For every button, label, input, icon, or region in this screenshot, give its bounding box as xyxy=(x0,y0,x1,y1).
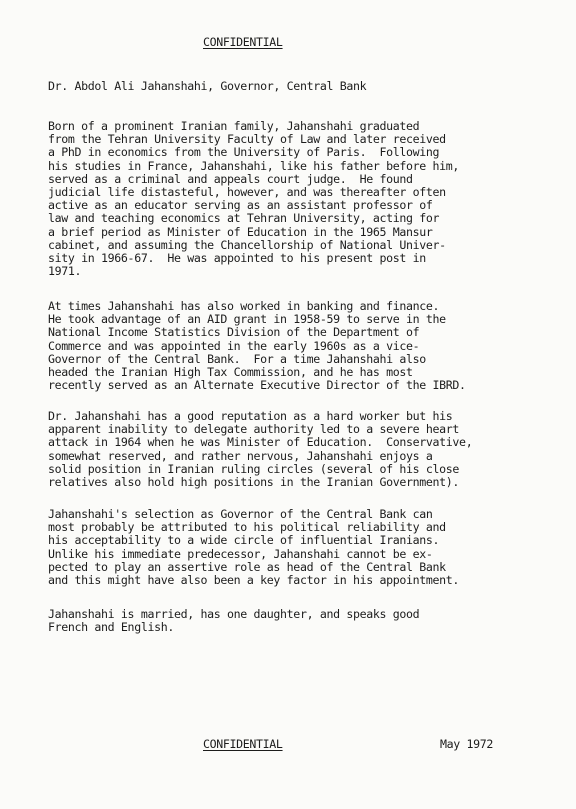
paragraph-5 xyxy=(48,608,419,634)
paragraph-line: attack in 1964 when he was Minister of Education. Conservative, xyxy=(48,435,473,450)
paragraph-3 xyxy=(48,410,472,489)
paragraph-line: served as a criminal and appeals court judge. He found xyxy=(48,171,413,186)
paragraph-line: Dr. Jahanshahi has a good reputation as a hard worker but his xyxy=(48,409,453,423)
paragraph-line: his acceptability to a wide circle of influential Iranians. xyxy=(48,533,440,548)
classification-header: CONFIDENTIAL xyxy=(203,35,283,49)
paragraph-4 xyxy=(48,508,459,587)
paragraph-line: headed the Iranian High Tax Commission, and he has most xyxy=(48,365,413,380)
paragraph-line: solid position in Iranian ruling circles (several of his close xyxy=(48,461,460,476)
paragraph-line: Unlike his immediate predecessor, Jahanshahi cannot be ex- xyxy=(48,546,433,561)
classification-footer: CONFIDENTIAL xyxy=(203,737,283,751)
paragraph-line: law and teaching economics at Tehran University, acting for xyxy=(48,211,440,226)
paragraph-line: cabinet, and assuming the Chancellorship of National Univer- xyxy=(48,237,446,252)
paragraph-line: somewhat reserved, and rather nervous, Jahanshahi enjoys a xyxy=(48,448,433,463)
paragraph-line: from the Tehran University Faculty of Law and later received xyxy=(48,132,446,147)
paragraph-1 xyxy=(48,120,459,278)
paragraph-line: Governor of the Central Bank. For a time Jahanshahi also xyxy=(48,351,426,366)
paragraph-line: apparent inability to delegate authority led to a severe heart xyxy=(48,422,460,437)
paragraph-line: He took advantage of an AID grant in 1958-59 to serve in the xyxy=(48,312,446,327)
paragraph-line: 1971. xyxy=(48,264,82,279)
paragraph-line: active as an educator serving as an assistant professor of xyxy=(48,198,433,213)
paragraph-line: pected to play an assertive role as head of the Central Bank xyxy=(48,559,446,574)
document-date: May 1972 xyxy=(440,737,494,751)
paragraph-line: a brief period as Minister of Education in the 1965 Mansur xyxy=(48,224,433,239)
paragraph-line: Jahanshahi's selection as Governor of the Central Bank can xyxy=(48,507,433,521)
paragraph-line: National Income Statistics Division of the Department of xyxy=(48,325,420,340)
paragraph-line: his studies in France, Jahanshahi, like his father before him, xyxy=(48,158,460,173)
paragraph-line: relatives also hold high positions in the Iranian Government). xyxy=(48,475,460,490)
paragraph-line: judicial life distasteful, however, and was thereafter often xyxy=(48,185,446,200)
paragraph-2 xyxy=(48,300,466,392)
paragraph-line: Jahanshahi is married, has one daughter, and speaks good xyxy=(48,607,420,621)
paragraph-line: At times Jahanshahi has also worked in banking and finance. xyxy=(48,299,440,313)
paragraph-line: sity in 1966-67. He was appointed to his present post in xyxy=(48,251,426,266)
paragraph-line: a PhD in economics from the University of Paris. Following xyxy=(48,145,440,160)
paragraph-line: Born of a prominent Iranian family, Jahanshahi graduated xyxy=(48,119,420,133)
paragraph-line: and this might have also been a key factor in his appointment. xyxy=(48,573,460,588)
paragraph-line: recently served as an Alternate Executive Director of the IBRD. xyxy=(48,378,466,393)
paragraph-line: Commerce and was appointed in the early 1960s as a vice- xyxy=(48,338,420,353)
paragraph-line: most probably be attributed to his political reliability and xyxy=(48,520,446,535)
paragraph-line: French and English. xyxy=(48,620,174,635)
subject-line: Dr. Abdol Ali Jahanshahi, Governor, Central Bank xyxy=(48,79,367,93)
